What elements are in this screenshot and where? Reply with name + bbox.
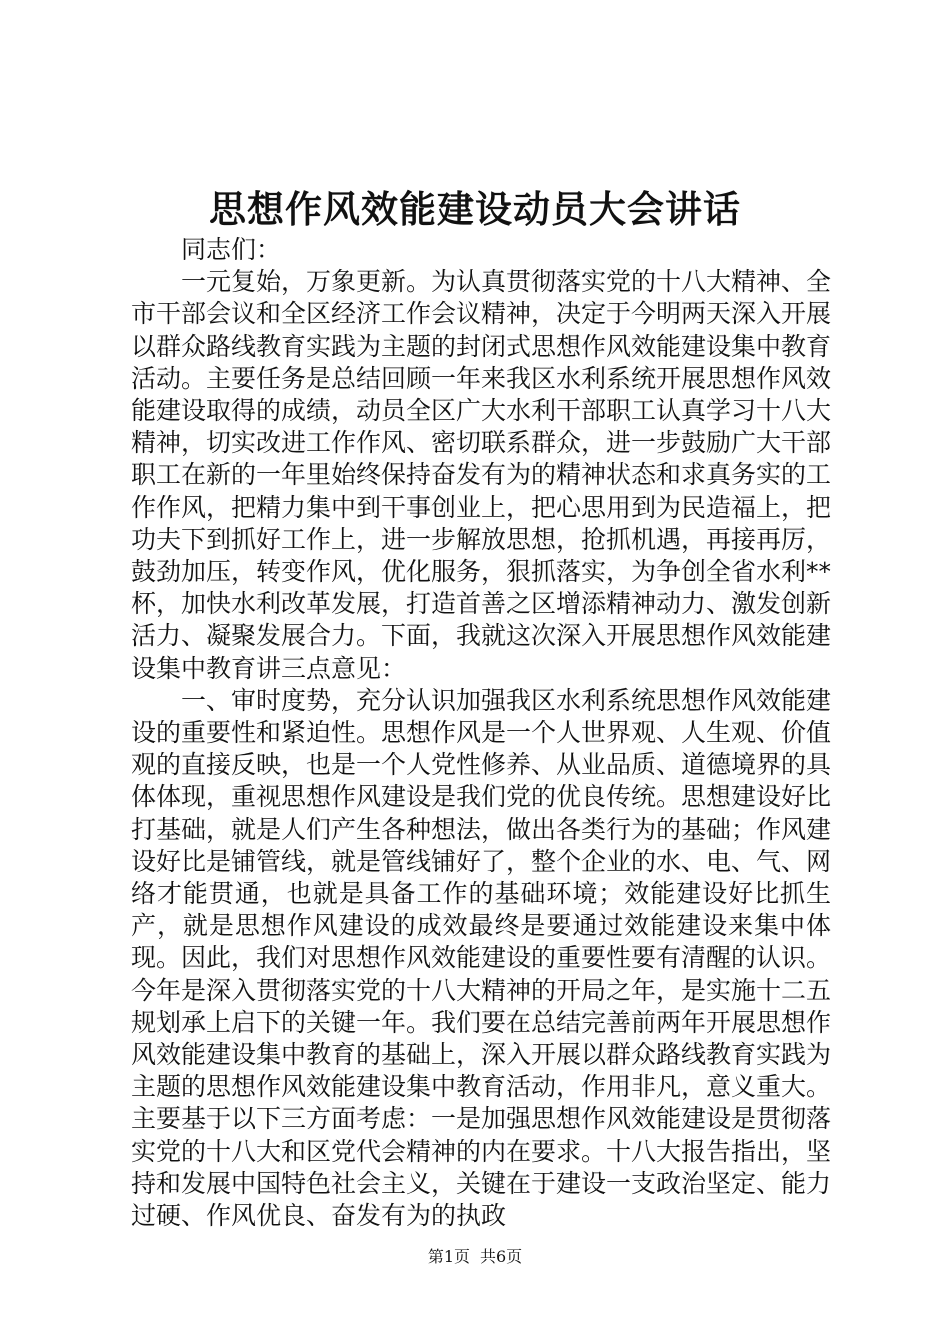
page-number-total: 共6页: [480, 1247, 523, 1266]
salutation-paragraph: 同志们：: [181, 235, 282, 264]
document-body: [131, 234, 831, 1232]
document-title: 思想作风效能建设动员大会讲话: [209, 188, 741, 231]
page-footer: [0, 1247, 950, 1267]
section-one-paragraph: 一、审时度势，充分认识加强我区水利系统思想作风效能建设的重要性和紧迫性。思想作风是一个人世界观、人生观、价值观的直接反映，也是一个人党性修养、从业品质、道德境界的具体体现，重视思想作风建设是我们党的优良传统。思想建设好比打基础，就是人们产生各种想法，做出各类行为的基础；作风建设好比是铺管线，就是管线铺好了，整个企业的水、电、气、网络才能贯通，也就是具备工作的基础环境；效能建设好比抓生产，就是思想作风建设的成效最终是要通过效能建设来集中体现。因此，我们对思想作风效能建设的重要性要有清醒的认识。今年是深入贯彻落实党的十八大精神的开局之年，是实施十二五规划承上启下的关键一年。我们要在总结完善前两年开展思想作风效能建设集中教育的基础上，深入开展以群众路线教育实践为主题的思想作风效能建设集中教育活动，作用非凡，意义重大。主要基于以下三方面考虑：一是加强思想作风效能建设是贯彻落实党的十八大和区党代会精神的内在要求。十八大报告指出，坚持和发展中国特色社会主义，关键在于建设一支政治坚定、能力过硬、作风优良、奋发有为的执政: [131, 685, 832, 1231]
page-number-current: 第1页: [427, 1247, 470, 1266]
intro-paragraph: 一元复始，万象更新。为认真贯彻落实党的十八大精神、全市干部会议和全区经济工作会议精神，决定于今明两天深入开展以群众路线教育实践为主题的封闭式思想作风效能建设集中教育活动。主要任务是总结回顾一年来我区水利系统开展思想作风效能建设取得的成绩，动员全区广大水利干部职工认真学习十八大精神，切实改进工作作风、密切联系群众，进一步鼓励广大干部职工在新的一年里始终保持奋发有为的精神状态和求真务实的工作作风，把精力集中到干事创业上，把心思用到为民造福上，把功夫下到抓好工作上，进一步解放思想，抢抓机遇，再接再厉，鼓劲加压，转变作风，优化服务，狠抓落实，为争创全省水利**杯，加快水利改革发展，打造首善之区增添精神动力、激发创新活力、凝聚发展合力。下面，我就这次深入开展思想作风效能建设集中教育讲三点意见：: [131, 267, 832, 683]
